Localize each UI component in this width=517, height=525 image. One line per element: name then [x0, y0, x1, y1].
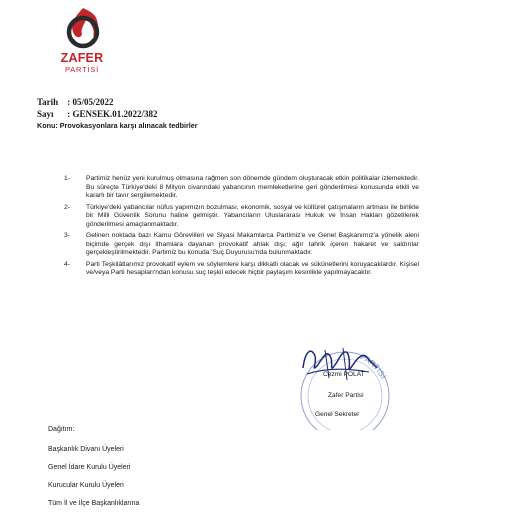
- list-item: [64, 261, 419, 278]
- number-value: : GENSEK.01.2022/382: [67, 109, 158, 119]
- number-line: [37, 109, 158, 119]
- distribution-item: Genel İdare Kurulu Üyeleri: [48, 464, 131, 471]
- item-number: 2-: [64, 203, 70, 211]
- stamp-text: PARTİSİ: [358, 352, 388, 381]
- signatory-party: Zafer Partisi: [328, 392, 364, 399]
- list-item: [64, 175, 419, 201]
- item-number: 3-: [64, 232, 70, 239]
- distribution-title: Dağıtım:: [48, 426, 75, 433]
- distribution-item: Başkanlık Divanı Üyeleri: [48, 446, 124, 453]
- number-label: Sayı: [37, 109, 54, 119]
- item-number: 1-: [64, 175, 70, 182]
- list-item: [64, 204, 419, 230]
- distribution-item: Tüm İl ve İlçe Başkanlıklarına: [48, 500, 140, 507]
- date-value: : 05/05/2022: [67, 97, 114, 107]
- signature-block: [285, 338, 405, 430]
- item-number: 4-: [64, 260, 70, 268]
- distribution-item: Kurucular Kurulu Üyeleri: [48, 482, 124, 489]
- item-text: Partimiz henüz yeni kurulmuş olmasına rağmen son dönemde gündem oluşturacak etkin politikalar izlemektedir. Bu süreçte Türkiye'deki 8 Milyon civarındaki yabancının memleketlerine geri gönderilmesi konusunda etkili ve kararlı bir tavır sergilemektedir.: [86, 175, 419, 199]
- signatory-name: Cezmi POLAT: [323, 371, 365, 378]
- item-text: Parti Teşkilâtlarımız provokatif eylem ve söylemlere karşı dikkatli olacak ve sükûnetlerini koruyacaklardır. Kişisel ve/veya Parti hesapları'ndan konusu suç teşkil edecek hiçbir paylaşım kesinlikle yapılmayacaktır.: [86, 260, 419, 276]
- signatory-title: Genel Sekreter: [315, 411, 360, 418]
- item-list: [64, 175, 419, 281]
- date-line: [37, 97, 114, 107]
- date-label: Tarih: [37, 97, 59, 107]
- logo-subname: PARTİSİ: [64, 65, 100, 74]
- item-text: Türkiye'deki yabancılar nüfus yapımızın bozulması, ekonomik, sosyal ve kültürel çatışmaların artması ile birlikte bir Milli Güvenlik Sorunu haline gelmiştir. Yabancıların Uluslararası Hukuk ve İnsan Hakları gözetilerek gönderilmesi amaçlanmaktadır.: [86, 203, 419, 228]
- item-text: Gelinen noktada bazı Kamu Görevlileri ve Siyasi Makamlarca Partimiz'e ve Genel Başkanımız'a yönelik aleni biçimde gerçek dışı ithamlara dayanan provokatif ahlak dışı; ağır tahrik içeren hakaret ve saldırılar gerçekleştirilmektedir. Partimiz bu konuda 'Suç Duyurusu'nda bulunmaktadır.: [86, 232, 419, 256]
- list-item: [64, 232, 419, 258]
- logo-name: ZAFER: [60, 51, 104, 65]
- subject-line: Konu: Provokasyonlara karşı alınacak tedbirler: [37, 121, 198, 130]
